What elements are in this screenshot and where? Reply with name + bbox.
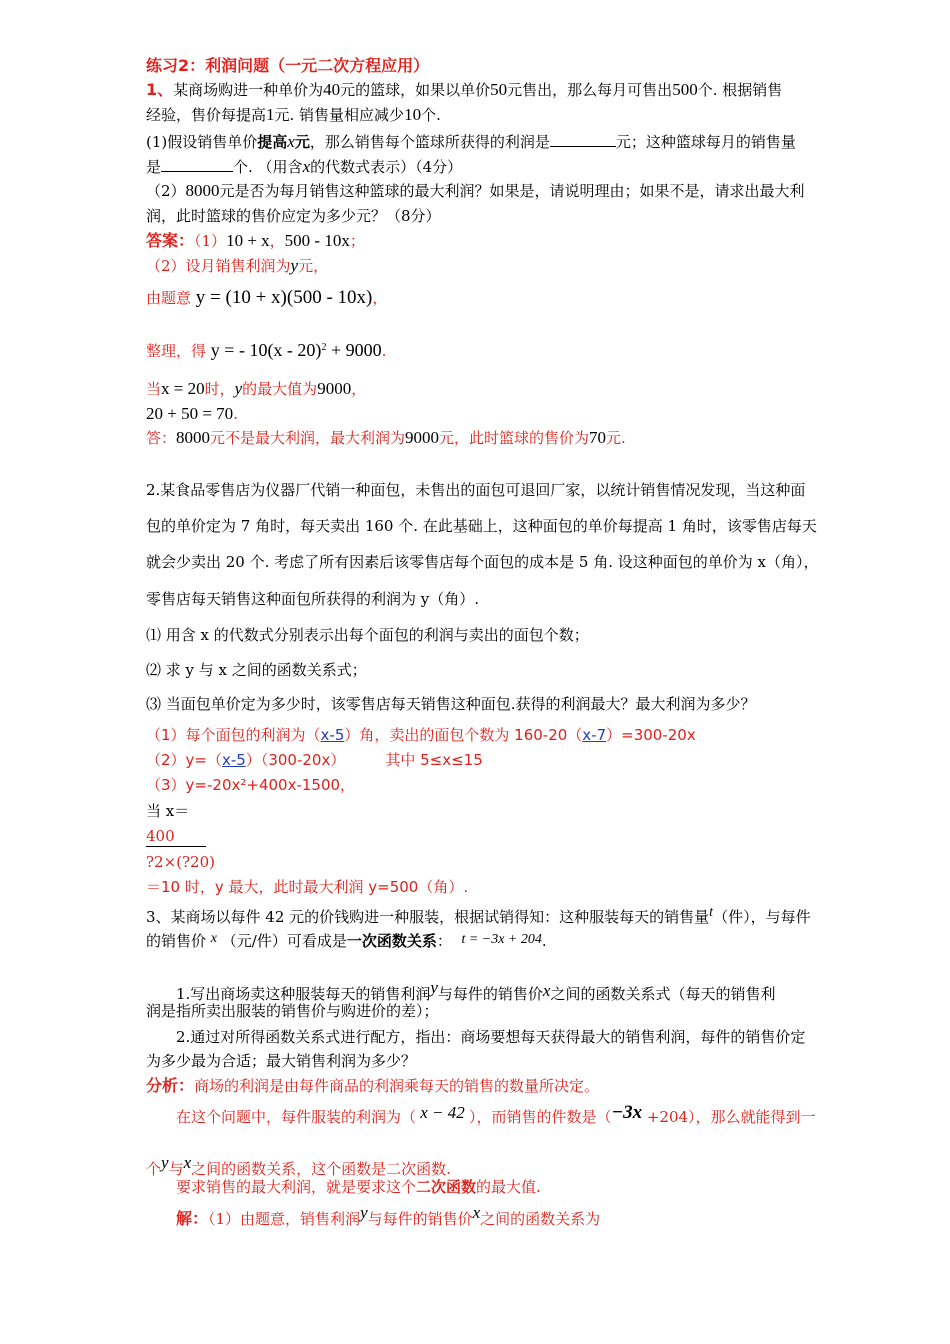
text: 与 — [168, 1160, 184, 1178]
equation: x = 20 — [161, 379, 205, 398]
text: 个 — [146, 1160, 162, 1178]
p1-line-6: 润，此时篮球的售价应定为多少元？（8分） — [146, 207, 441, 225]
text: （2） — [146, 182, 186, 200]
number: 70 — [589, 428, 607, 447]
p3-line-1 — [146, 903, 811, 927]
text: （1）每个面包的利润为（ — [146, 726, 321, 744]
p1-line-3 — [146, 131, 796, 152]
bold-text: 提高 — [257, 133, 288, 151]
text: 答： — [146, 429, 177, 447]
bold-text: 元 — [294, 133, 310, 151]
p2-line-3: 就会少卖出 20 个. 考虑了所有因素后该零售店每个面包的成本是 5 角. 设这种面包的单价为 x（角）， — [146, 553, 819, 571]
exponent: 2 — [321, 342, 327, 353]
equation: y = - 10(x - 20) — [210, 340, 322, 360]
p2-answer-5: ＝10 时，y 最大，此时最大利润 y=500（角）. — [146, 878, 469, 896]
number: 40 — [323, 80, 341, 99]
text: . — [233, 405, 238, 423]
number: 10 — [404, 105, 422, 124]
p3-analysis-3 — [146, 1153, 451, 1179]
var-x: x — [210, 931, 218, 946]
text: 之间的函数关系式（每天的销售利 — [550, 985, 776, 1003]
p1-line-2 — [146, 105, 441, 125]
underlined-expr: x-5 — [222, 751, 246, 769]
p2-question-1: ⑴ 用含 x 的代数式分别表示出每个面包的利润与卖出的面包个数； — [146, 626, 589, 644]
analysis-label: 分析： — [146, 1076, 195, 1095]
text: ； — [349, 232, 365, 250]
var-y: y — [360, 1203, 368, 1222]
text: 与每件的销售价 — [367, 1210, 473, 1228]
var-x: x — [287, 132, 295, 151]
equation: t = −3x + 204 — [461, 932, 542, 947]
text: 的最大值为 — [242, 380, 318, 398]
p1-answer-3 — [146, 288, 387, 308]
text: ， — [372, 289, 388, 307]
problem-number: 1、 — [146, 80, 174, 99]
p2-line-1: 2.某食品零售店为仪器厂代销一种面包，未售出的面包可退回厂家，以统计销售情况发现，当这种面 — [146, 481, 806, 499]
text: （1） — [194, 232, 227, 250]
p2-answer-3: （3）y=-20x²+400x-1500， — [146, 776, 356, 794]
text: ： — [436, 932, 452, 950]
answer-blank — [161, 156, 233, 172]
text: 个. 根据销售 — [697, 81, 783, 99]
p2-answer-4: 当 x＝ — [146, 802, 190, 820]
text: 整理，得 — [146, 342, 207, 360]
p3-solution — [146, 1203, 600, 1229]
p1-line-4 — [146, 156, 462, 177]
p2-line-4: 零售店每天销售这种面包所获得的利润为 y（角）. — [146, 590, 480, 608]
p2-question-2: ⑵ 求 y 与 x 之间的函数关系式； — [146, 661, 367, 679]
bold-text: 一次函数关系 — [346, 932, 437, 950]
equation: + 9000 — [326, 340, 382, 360]
bold-text: 二次函数 — [416, 1178, 477, 1196]
p1-answer-6 — [146, 404, 238, 424]
number: 8000 — [176, 428, 211, 447]
text: 之间的函数关系为 — [480, 1210, 601, 1228]
equation: y = (10 + x)(500 - 10x) — [195, 287, 373, 308]
text: ）=300-20x — [606, 726, 696, 744]
text: 经验，售价每提高 — [146, 106, 267, 124]
text: ）角，卖出的面包个数为 160-20（ — [344, 726, 583, 744]
text: 元售出，那么每月可售出 — [507, 81, 673, 99]
p3-analysis — [146, 1076, 599, 1096]
text: ， — [269, 232, 285, 250]
text: 个. — [421, 106, 441, 124]
var-x: x — [472, 1203, 481, 1222]
p1-line-1 — [146, 80, 782, 100]
solution-label: 解： — [176, 1209, 209, 1228]
text: 的最大值. — [476, 1178, 541, 1196]
fraction-denominator: ?2×(?20) — [146, 853, 215, 871]
number: 9000 — [405, 428, 440, 447]
var-t: t — [709, 905, 714, 920]
text: 某商场购进一种单价为 — [173, 81, 324, 99]
text: 元不是最大利润，最大利润为 — [210, 429, 406, 447]
text: 元. — [606, 429, 626, 447]
text: 与每件的销售价 — [437, 985, 543, 1003]
var-x: x — [302, 157, 311, 176]
text: (1)假设销售单价 — [146, 133, 258, 151]
p3-line-2 — [146, 929, 547, 951]
text: ），而销售的件数是（ — [469, 1108, 612, 1126]
text: 的销售价 — [146, 932, 207, 950]
number: 50 — [490, 80, 508, 99]
p1-answer-5 — [146, 379, 366, 399]
text: 元是否为每月销售这种篮球的最大利润？如果是，请说明理由；如果不是，请求出最大利 — [219, 182, 805, 200]
text: （2）设月销售利润为 — [146, 257, 291, 275]
p3-question-2a: 2.通过对所得函数关系式进行配方，指出：商场要想每天获得最大的销售利润，每件的销售价定 — [176, 1028, 806, 1046]
text: . — [381, 342, 387, 360]
p2-line-2: 包的单价定为 7 角时，每天卖出 160 个. 在此基础上，这种面包的单价每提高 1 角时，该零售店每天 — [146, 517, 817, 535]
text: 要求销售的最大利润，就是要求这个 — [176, 1178, 417, 1196]
text: （元/件）可看成是 — [221, 932, 347, 950]
number: 8000 — [185, 181, 220, 200]
number: 500 — [672, 80, 698, 99]
var-y: y — [161, 1153, 169, 1172]
equation: 20 + 50 = 70 — [146, 404, 234, 423]
underlined-expr: x-5 — [320, 726, 345, 744]
fraction-numerator: 400 — [146, 827, 175, 845]
expression: 500 - 10x — [284, 231, 350, 250]
text: 个. （用含 — [233, 158, 303, 176]
text: 是 — [146, 158, 162, 176]
var-x: x — [183, 1153, 192, 1172]
text: （件），与每件 — [713, 908, 811, 926]
p2-question-3: ⑶ 当面包单价定为多少时，该零售店每天销售这种面包.获得的利润最大？最大利润为多少？ — [146, 695, 756, 713]
number: 9000 — [317, 379, 352, 398]
text: （1）由题意，销售利润 — [208, 1210, 361, 1228]
text: 由题意 — [146, 289, 192, 307]
p3-analysis-4 — [146, 1177, 541, 1197]
text: ）（300-20x） — [245, 751, 346, 769]
text: 元， — [298, 257, 329, 275]
p2-answer-1 — [146, 725, 696, 745]
text: 商场的利润是由每件商品的利润乘每天的销售的数量所决定。 — [194, 1077, 600, 1095]
text: 元，此时篮球的售价为 — [439, 429, 590, 447]
text: 当 — [146, 380, 162, 398]
exercise-title: 练习2：利润问题（一元二次方程应用） — [146, 56, 430, 75]
expression: x − 42 — [416, 1103, 470, 1122]
text: 时， — [204, 380, 235, 398]
expression: −3x — [611, 1102, 643, 1123]
p1-line-5 — [146, 181, 805, 201]
text: ，那么销售每个篮球所获得的利润是 — [309, 133, 550, 151]
text: 元；这种篮球每月的销售量 — [615, 133, 796, 151]
p1-answer-7 — [146, 428, 626, 448]
answer-label: 答案： — [146, 231, 195, 250]
underlined-expr: x-7 — [582, 726, 607, 744]
text: 其中 5≤x≤15 — [385, 751, 483, 769]
text: 之间的函数关系，这个函数是二次函数. — [191, 1160, 451, 1178]
text: . — [541, 932, 547, 950]
p2-answer-2 — [146, 750, 483, 770]
text: ， — [351, 380, 367, 398]
text: 1.写出商场卖这种服装每天的销售利润 — [176, 985, 431, 1003]
text: 3、某商场以每件 42 元的价钱购进一种服装，根据试销得知：这种服装每天的销售量 — [146, 908, 710, 926]
text: 元. 销售量相应减少 — [274, 106, 405, 124]
text: +204），那么就能得到一 — [642, 1108, 816, 1126]
answer-blank — [550, 131, 616, 147]
p1-answer-1 — [146, 231, 365, 251]
p3-question-1b: 润是指所卖出服装的销售价与购进价的差）； — [146, 1002, 439, 1020]
var-y: y — [290, 256, 299, 275]
text: 的代数式表示）（4分） — [310, 158, 463, 176]
expression: 10 + x — [226, 231, 270, 250]
p1-answer-4 — [146, 338, 386, 361]
number: 1 — [266, 105, 275, 124]
text: 在这个问题中，每件服装的利润为（ — [176, 1108, 417, 1126]
p3-analysis-2 — [146, 1103, 816, 1127]
fraction-bar — [146, 846, 206, 847]
p1-answer-2 — [146, 256, 328, 276]
text: 元的篮球，如果以单价 — [340, 81, 491, 99]
p3-question-2b: 为多少最为合适；最大销售利润为多少？ — [146, 1052, 417, 1070]
var-y: y — [234, 379, 243, 398]
text: （2）y=（ — [146, 751, 222, 769]
var-y: y — [430, 978, 438, 997]
var-x: x — [542, 981, 551, 1000]
